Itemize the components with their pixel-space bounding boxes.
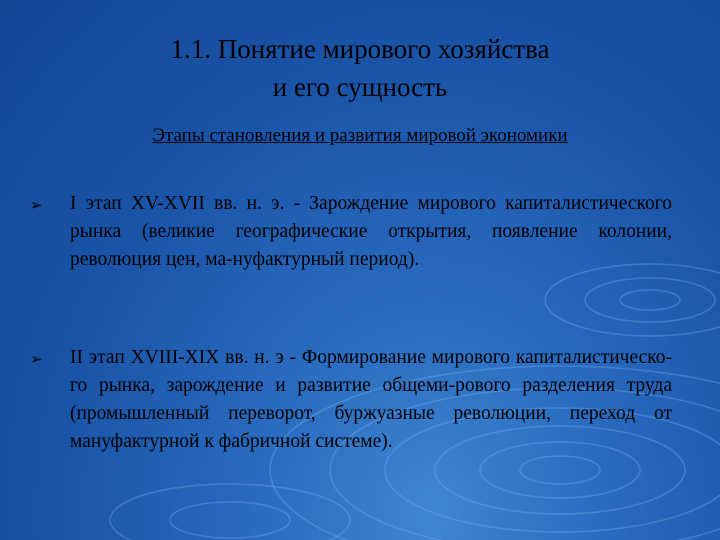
list-item-stage-1: I этап XV-XVII вв. н. э. - Зарождение мирового капиталистического рынка (великие географические открытия, появление колонии, революция цен, ма-нуфактурный период). xyxy=(70,193,672,270)
list-item-stage-2: II этап XVIII-XIX вв. н. э - Формирование мирового капиталистическо-го рынка, зарождение и развитие общеми-рового разделения труда (промышленный переворот, буржуазные революции, переход от мануфактурной к фабричной системе). xyxy=(70,347,672,452)
subtitle-text: Этапы становления и развития мировой экономики xyxy=(152,125,568,146)
slide-title xyxy=(0,30,720,106)
title-line-2: и его сущность xyxy=(272,72,448,102)
arrow-bullet-icon: ➢ xyxy=(30,350,43,368)
title-line-1: 1.1. Понятие мирового хозяйства xyxy=(170,34,550,64)
slide-subtitle xyxy=(0,125,720,147)
arrow-bullet-icon: ➢ xyxy=(30,196,43,214)
